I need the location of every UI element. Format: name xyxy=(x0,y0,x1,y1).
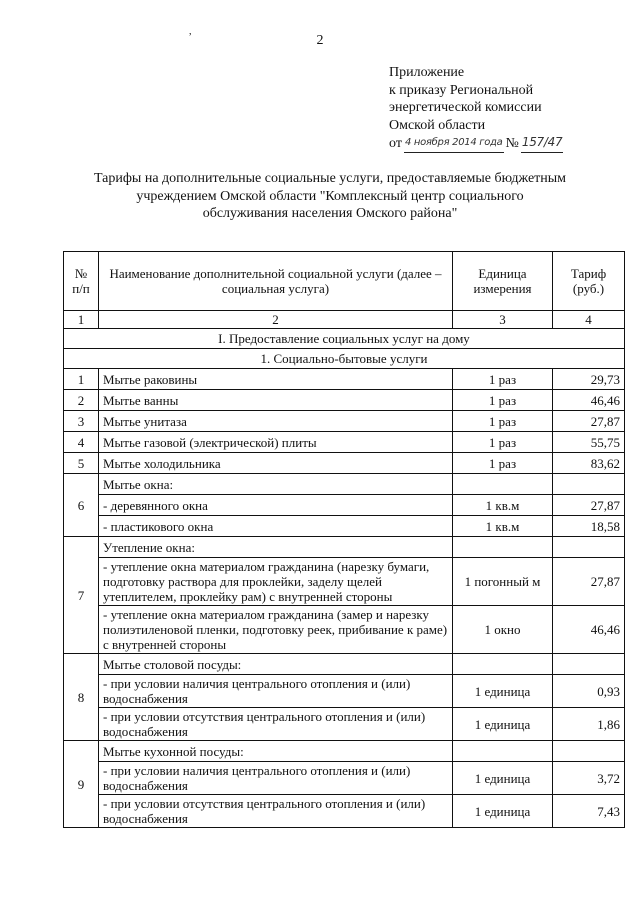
row-tariff: 27,87 xyxy=(553,495,625,516)
appendix-line: Приложение xyxy=(389,65,465,80)
column-number: 1 xyxy=(64,311,99,329)
row-tariff: 7,43 xyxy=(553,795,625,828)
appendix-block xyxy=(389,64,629,153)
row-no: 1 xyxy=(64,369,99,390)
row-no: 9 xyxy=(64,741,99,828)
row-no: 2 xyxy=(64,390,99,411)
row-name: Мытье унитаза xyxy=(99,411,453,432)
header-no: № п/п xyxy=(64,252,99,311)
header-tariff: Тариф (руб.) xyxy=(553,252,625,311)
row-no: 3 xyxy=(64,411,99,432)
row-tariff: 55,75 xyxy=(553,432,625,453)
row-name: Мытье раковины xyxy=(99,369,453,390)
empty-cell xyxy=(553,654,625,675)
row-name: Мытье газовой (электрической) плиты xyxy=(99,432,453,453)
row-tariff: 1,86 xyxy=(553,708,625,741)
title-line: учреждением Омской области "Комплексный центр социального xyxy=(136,188,524,204)
table-row xyxy=(64,708,625,741)
empty-cell xyxy=(453,654,553,675)
group-heading-row xyxy=(64,537,625,558)
column-number: 4 xyxy=(553,311,625,329)
row-tariff: 0,93 xyxy=(553,675,625,708)
table-row xyxy=(64,762,625,795)
table-row xyxy=(64,369,625,390)
row-unit: 1 раз xyxy=(453,432,553,453)
row-name: - при условии отсутствия центрального отопления и (или) водоснабжения xyxy=(99,795,453,828)
row-tariff: 27,87 xyxy=(553,411,625,432)
row-unit: 1 раз xyxy=(453,390,553,411)
row-tariff: 29,73 xyxy=(553,369,625,390)
row-name: Мытье ванны xyxy=(99,390,453,411)
table-row xyxy=(64,558,625,606)
empty-cell xyxy=(453,741,553,762)
group-heading-row xyxy=(64,474,625,495)
group-heading-row xyxy=(64,741,625,762)
group-heading: Мытье столовой посуды: xyxy=(99,654,453,675)
group-heading: Мытье окна: xyxy=(99,474,453,495)
row-unit: 1 единица xyxy=(453,795,553,828)
row-tariff: 46,46 xyxy=(553,390,625,411)
row-unit: 1 единица xyxy=(453,708,553,741)
table-row xyxy=(64,516,625,537)
header-name: Наименование дополнительной социальной услуги (далее – социальная услуга) xyxy=(99,252,453,311)
order-date-line xyxy=(389,134,629,153)
row-unit: 1 единица xyxy=(453,762,553,795)
group-heading-row xyxy=(64,654,625,675)
row-no: 4 xyxy=(64,432,99,453)
row-tariff: 18,58 xyxy=(553,516,625,537)
row-unit: 1 погонный м xyxy=(453,558,553,606)
empty-cell xyxy=(553,741,625,762)
row-tariff: 27,87 xyxy=(553,558,625,606)
row-unit: 1 раз xyxy=(453,453,553,474)
row-unit: 1 кв.м xyxy=(453,495,553,516)
row-unit: 1 окно xyxy=(453,606,553,654)
table-header-row xyxy=(64,252,625,311)
column-number-row xyxy=(64,311,625,329)
row-name: - при условии наличия центрального отопления и (или) водоснабжения xyxy=(99,675,453,708)
row-unit: 1 раз xyxy=(453,411,553,432)
table-row xyxy=(64,411,625,432)
table-row xyxy=(64,432,625,453)
empty-cell xyxy=(453,474,553,495)
title-line: Тарифы на дополнительные социальные услуги, предоставляемые бюджетным xyxy=(93,171,567,186)
empty-cell xyxy=(553,537,625,558)
title-line: обслуживания населения Омского района" xyxy=(202,206,458,221)
row-name: - пластикового окна xyxy=(99,516,453,537)
appendix-line: Омской области xyxy=(389,117,486,133)
appendix-line: к приказу Региональной xyxy=(389,82,534,98)
table-row xyxy=(64,606,625,654)
subsection-row xyxy=(64,349,625,369)
table-row xyxy=(64,675,625,708)
group-heading: Утепление окна: xyxy=(99,537,453,558)
table-row xyxy=(64,453,625,474)
table-row xyxy=(64,390,625,411)
number-label: № xyxy=(505,136,519,152)
row-name: - деревянного окна xyxy=(99,495,453,516)
row-tariff: 3,72 xyxy=(553,762,625,795)
handwritten-date: 4 ноября 2014 года xyxy=(404,134,504,153)
row-name: - утепление окна материалом гражданина (нарезку бумаги, подготовку раствора для проклейки, заделу щелей утеплителем, проклейку рам) с внутренней стороны xyxy=(99,558,453,606)
column-number: 2 xyxy=(99,311,453,329)
row-name: - при условии наличия центрального отопления и (или) водоснабжения xyxy=(99,762,453,795)
row-name: Мытье холодильника xyxy=(99,453,453,474)
row-unit: 1 кв.м xyxy=(453,516,553,537)
tariffs-table xyxy=(63,251,625,828)
from-label: от xyxy=(389,136,402,152)
row-tariff: 46,46 xyxy=(553,606,625,654)
row-unit: 1 единица xyxy=(453,675,553,708)
empty-cell xyxy=(453,537,553,558)
empty-cell xyxy=(553,474,625,495)
row-no: 7 xyxy=(64,537,99,654)
table-row xyxy=(64,795,625,828)
table-row xyxy=(64,495,625,516)
row-name: - утепление окна материалом гражданина (замер и нарезку полиэтиленовой пленки, подготовку реек, прибивание к раме) с внутренней стороны xyxy=(99,606,453,654)
section-heading: I. Предоставление социальных услуг на дому xyxy=(64,329,625,349)
header-unit: Единица измерения xyxy=(453,252,553,311)
appendix-line: энергетической комиссии xyxy=(389,100,542,116)
handwritten-number: 157/47 xyxy=(521,134,563,153)
subsection-heading: 1. Социально-бытовые услуги xyxy=(64,349,625,369)
column-number: 3 xyxy=(453,311,553,329)
row-no: 6 xyxy=(64,474,99,537)
group-heading: Мытье кухонной посуды: xyxy=(99,741,453,762)
page-number: 2 xyxy=(316,33,324,48)
row-tariff: 83,62 xyxy=(553,453,625,474)
row-name: - при условии отсутствия центрального отопления и (или) водоснабжения xyxy=(99,708,453,741)
section-row xyxy=(64,329,625,349)
stray-ink-mark: , xyxy=(189,26,192,37)
row-no: 5 xyxy=(64,453,99,474)
row-no: 8 xyxy=(64,654,99,741)
row-unit: 1 раз xyxy=(453,369,553,390)
document-title xyxy=(40,170,620,223)
